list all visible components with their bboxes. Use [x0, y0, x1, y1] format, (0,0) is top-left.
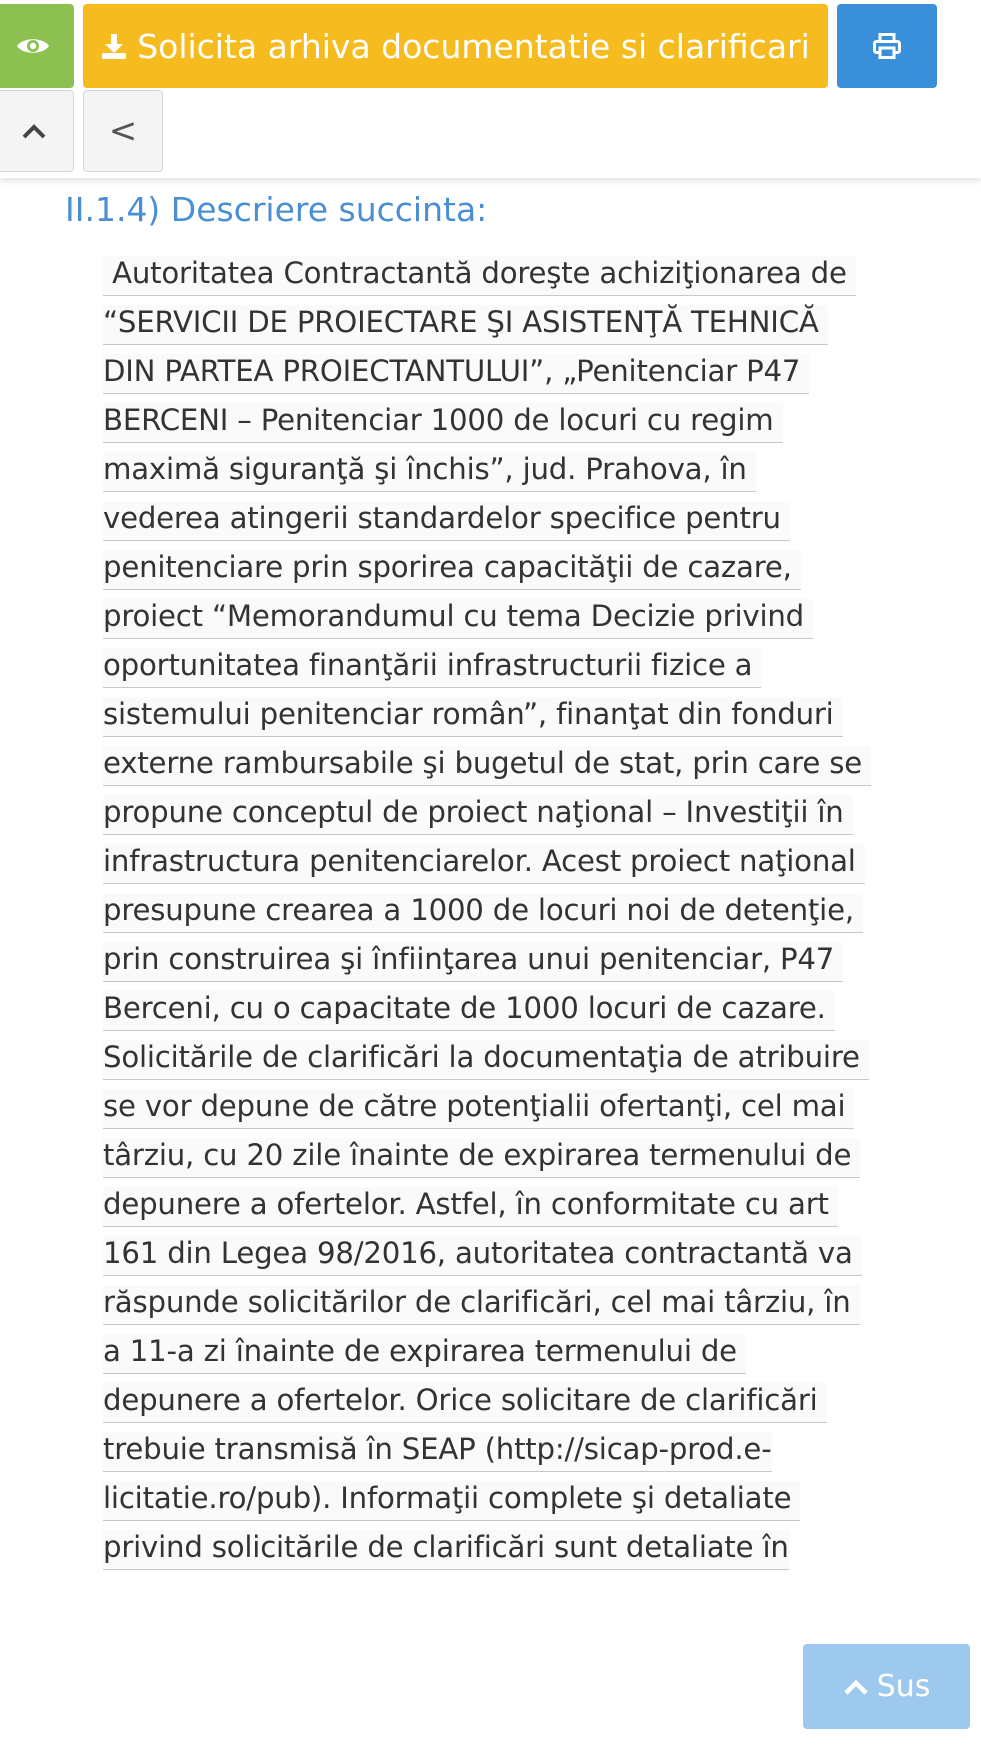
section-title: II.1.4) Descriere succinta:: [65, 190, 488, 229]
content-area: [0, 178, 981, 1761]
back-button[interactable]: [83, 90, 163, 172]
section-description: [103, 249, 873, 1572]
chevron-left-icon: <: [108, 111, 138, 151]
scroll-top-button[interactable]: [803, 1644, 970, 1729]
chevron-up-icon: [843, 1678, 869, 1696]
request-archive-button[interactable]: [83, 4, 828, 88]
toolbar: [0, 0, 981, 178]
description-text: Autoritatea Contractantă doreşte achiziţionarea de “SERVICII DE PROIECTARE ŞI ASISTENŢĂ TEHNICĂ DIN PARTEA PROIECTANTULUI”, „Penitenciar P47 BERCENI – Penitenciar 1000 de locuri cu regim maximă siguranţă şi închis”, jud. Prahova, în vederea atingerii standardelor specifice pentru penitenciare prin sporirea capacităţii de cazare, proiect “Memorandumul cu tema Decizie privind oportunitatea finanţării infrastructurii fizice a sistemului penitenciar român”, finanţat din fonduri externe rambursabile şi bugetul de stat, prin care se propune conceptul de proiect naţional – Investiţii în infrastructura penitenciarelor. Acest proiect naţional presupune crearea a 1000 de locuri noi de detenţie, prin construirea şi înfiinţarea unui penitenciar, P47 Berceni, cu o capacitate de 1000 locuri de cazare. Solicitările de clarificări la documentaţia de atribuire se vor depune de către potenţialii ofertanţi, cel mai târziu, cu 20 zile înainte de expirarea termenului de depunere a ofertelor. Astfel, în conformitate cu art 161 din Legea 98/2016, autoritatea contractantă va răspunde solicitărilor de clarificări, cel mai târziu, în a 11-a zi înainte de expirarea termenului de depunere a ofertelor. Orice solicitare de clarificări trebuie transmisă în SEAP (http://sicap-prod.e-licitatie.ro/pub). Informaţii complete şi detaliate privind solicitările de clarificări sunt detaliate în: [103, 256, 871, 1570]
download-icon: [101, 32, 127, 60]
collapse-button[interactable]: [0, 90, 74, 172]
request-archive-label: Solicita arhiva documentatie si clarificari: [137, 26, 810, 66]
view-button[interactable]: [0, 4, 74, 88]
scroll-top-label: Sus: [876, 1669, 931, 1704]
print-button[interactable]: [837, 4, 937, 88]
eye-icon: [16, 35, 50, 57]
chevron-up-icon: [21, 122, 47, 140]
print-icon: [873, 33, 901, 59]
